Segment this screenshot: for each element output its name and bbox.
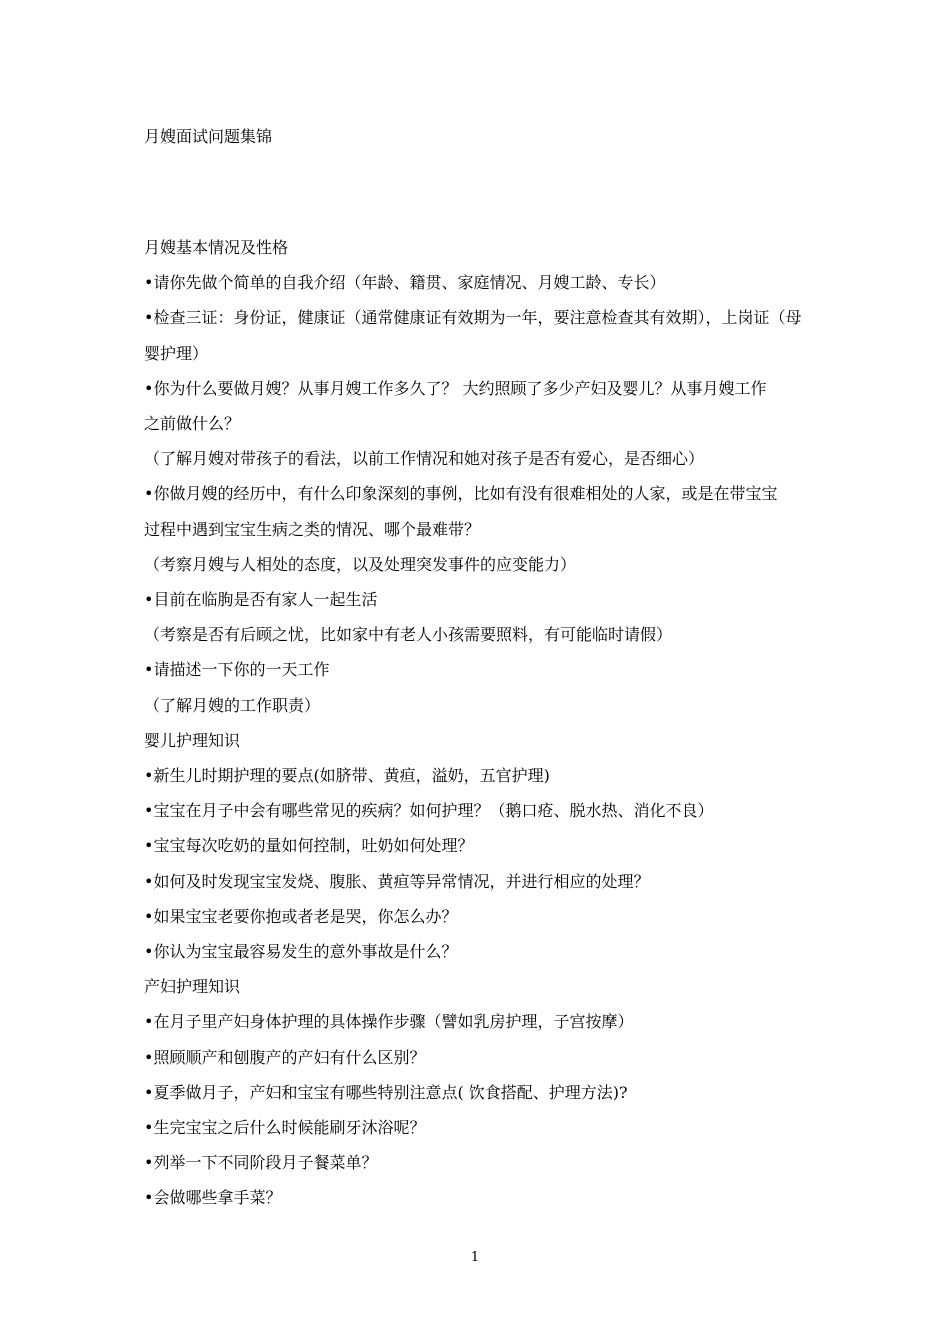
list-item: •如果宝宝老要你抱或者老是哭，你怎么办？ bbox=[144, 906, 458, 926]
list-item: •你认为宝宝最容易发生的意外事故是什么？ bbox=[144, 942, 458, 962]
section-heading-maternal-care: 产妇护理知识 bbox=[144, 977, 241, 997]
note-text: （了解月嫂的工作职责） bbox=[144, 695, 321, 715]
list-item: •目前在临朐是否有家人一起生活 bbox=[144, 590, 378, 610]
list-item: •生完宝宝之后什么时候能刷牙沐浴呢？ bbox=[144, 1118, 426, 1138]
list-item: •检查三证：身份证，健康证（通常健康证有效期为一年，要注意检查其有效期），上岗证（母 bbox=[144, 308, 802, 328]
list-item: •宝宝每次吃奶的量如何控制，吐奶如何处理？ bbox=[144, 836, 474, 856]
list-item: •在月子里产妇身体护理的具体操作步骤（譬如乳房护理，子宫按摩） bbox=[144, 1012, 634, 1032]
list-item: •宝宝在月子中会有哪些常见的疾病？如何护理？（鹅口疮、脱水热、消化不良） bbox=[144, 801, 714, 821]
list-item: •夏季做月子，产妇和宝宝有哪些特别注意点( 饮食搭配、护理方法)? bbox=[144, 1082, 628, 1102]
list-item-continuation: 婴护理） bbox=[144, 343, 209, 363]
list-item: •列举一下不同阶段月子餐菜单？ bbox=[144, 1153, 378, 1173]
document-body bbox=[144, 230, 816, 1216]
note-text: （了解月嫂对带孩子的看法，以前工作情况和她对孩子是否有爱心，是否细心） bbox=[144, 449, 705, 469]
page-number: 1 bbox=[470, 1250, 480, 1265]
list-item-continuation: 之前做什么？ bbox=[144, 414, 241, 434]
note-text: （考察是否有后顾之忧，比如家中有老人小孩需要照料，有可能临时请假） bbox=[144, 625, 673, 645]
list-item-continuation: 过程中遇到宝宝生病之类的情况、哪个最难带？ bbox=[144, 519, 481, 539]
note-text: （考察月嫂与人相处的态度，以及处理突发事件的应变能力） bbox=[144, 554, 577, 574]
list-item: •如何及时发现宝宝发烧、腹胀、黄疸等异常情况，并进行相应的处理？ bbox=[144, 871, 650, 891]
list-item: •请描述一下你的一天工作 bbox=[144, 660, 330, 680]
section-heading-basic-info: 月嫂基本情况及性格 bbox=[144, 238, 289, 257]
list-item: •会做哪些拿手菜？ bbox=[144, 1188, 282, 1208]
list-item: •请你先做个简单的自我介绍（年龄、籍贯、家庭情况、月嫂工龄、专长） bbox=[144, 273, 666, 293]
document-title: 月嫂面试问题集锦 bbox=[144, 127, 273, 146]
list-item: •你做月嫂的经历中，有什么印象深刻的事例，比如有没有很难相处的人家，或是在带宝宝 bbox=[144, 484, 778, 504]
list-item: •新生儿时期护理的要点(如脐带、黄疸，溢奶，五官护理) bbox=[144, 766, 550, 786]
list-item: •你为什么要做月嫂？从事月嫂工作多久了？ 大约照顾了多少产妇及婴儿？从事月嫂工作 bbox=[144, 378, 767, 398]
section-heading-infant-care: 婴儿护理知识 bbox=[144, 730, 241, 750]
list-item: •照顾顺产和刨腹产的产妇有什么区别？ bbox=[144, 1047, 426, 1067]
